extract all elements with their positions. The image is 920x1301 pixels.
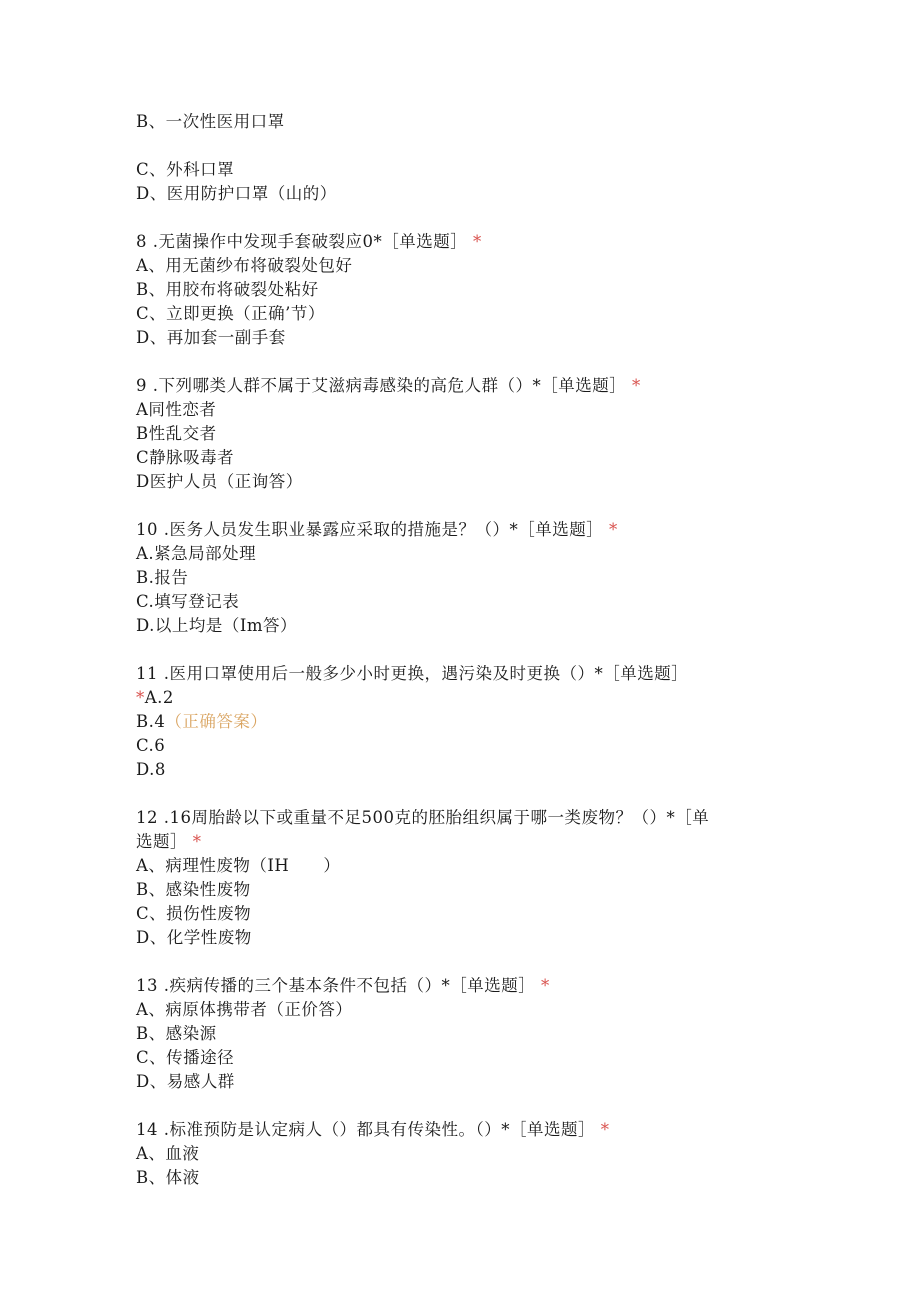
option-a: A、病理性废物（IH ） bbox=[136, 856, 341, 875]
option-d: D、化学性废物 bbox=[136, 928, 252, 947]
option-a: A.紧急局部处理 bbox=[136, 544, 257, 563]
question-text: 10 .医务人员发生职业暴露应采取的措施是？（）*［单选题］ bbox=[136, 520, 604, 539]
option-b: B性乱交者 bbox=[136, 424, 217, 443]
option-a: A、血液 bbox=[136, 1144, 200, 1163]
option-d: D.8 bbox=[136, 760, 166, 779]
option-c: C、损伤性废物 bbox=[136, 904, 252, 923]
option-b: B.报告 bbox=[136, 568, 189, 587]
option-d: D、再加套一副手套 bbox=[136, 328, 286, 347]
question-12: 12 .16周胎龄以下或重量不足500克的胚胎组织属于哪一类废物？（）*［单 bbox=[136, 808, 710, 827]
option-d: D.以上均是（Im答） bbox=[136, 616, 298, 635]
question-text: 13 .疾病传播的三个基本条件不包括（）*［单选题］ bbox=[136, 976, 536, 995]
required-star: * bbox=[192, 832, 202, 851]
option-a: A、病原体携带者（正价答） bbox=[136, 1000, 353, 1019]
option-b: B、一次性医用口罩 bbox=[136, 112, 285, 131]
option-d: D、医用防护口罩（山的） bbox=[136, 184, 337, 203]
required-star: * bbox=[600, 1120, 610, 1139]
option-a-text: A.2 bbox=[144, 688, 174, 707]
correct-answer-hint: （正确答案） bbox=[165, 712, 268, 731]
option-c: C静脉吸毒者 bbox=[136, 448, 235, 467]
question-12-cont bbox=[136, 830, 786, 854]
option-b: B、感染性废物 bbox=[136, 880, 251, 899]
required-star: * bbox=[473, 232, 482, 251]
option-c: C、外科口罩 bbox=[136, 160, 235, 179]
option-c: C.填写登记表 bbox=[136, 592, 240, 611]
option-a bbox=[136, 686, 786, 710]
question-10 bbox=[136, 518, 786, 542]
option-d: D医护人员（正询答） bbox=[136, 472, 303, 491]
required-star: * bbox=[136, 688, 145, 707]
option-c: C.6 bbox=[136, 736, 166, 755]
option-d: D、易感人群 bbox=[136, 1072, 235, 1091]
document-page bbox=[136, 110, 786, 1190]
option-b-text: B.4 bbox=[136, 712, 166, 731]
option-b: B、用胶布将破裂处粘好 bbox=[136, 280, 319, 299]
question-text-cont: 选题］ bbox=[136, 832, 187, 851]
question-text: 8 .无菌操作中发现手套破裂应0*［单选题］ bbox=[136, 232, 468, 251]
question-11: 11 .医用口罩使用后一般多少小时更换，遇污染及时更换（）*［单选题］ bbox=[136, 664, 689, 683]
question-14 bbox=[136, 1118, 786, 1142]
question-text: 14 .标准预防是认定病人（）都具有传染性。（）*［单选题］ bbox=[136, 1120, 595, 1139]
option-b bbox=[136, 710, 786, 734]
required-star: * bbox=[541, 976, 550, 995]
option-c: C、传播途径 bbox=[136, 1048, 235, 1067]
question-8 bbox=[136, 230, 786, 254]
option-a: A同性恋者 bbox=[136, 400, 217, 419]
option-a: A、用无菌纱布将破裂处包好 bbox=[136, 256, 353, 275]
question-text: 9 .下列哪类人群不属于艾滋病毒感染的高危人群（）*［单选题］ bbox=[136, 376, 627, 395]
required-star: * bbox=[632, 376, 641, 395]
question-13 bbox=[136, 974, 786, 998]
required-star: * bbox=[609, 520, 618, 539]
question-9 bbox=[136, 374, 786, 398]
option-b: B、感染源 bbox=[136, 1024, 217, 1043]
option-c: C、立即更换（正确’节） bbox=[136, 304, 325, 323]
option-b: B、体液 bbox=[136, 1168, 200, 1187]
